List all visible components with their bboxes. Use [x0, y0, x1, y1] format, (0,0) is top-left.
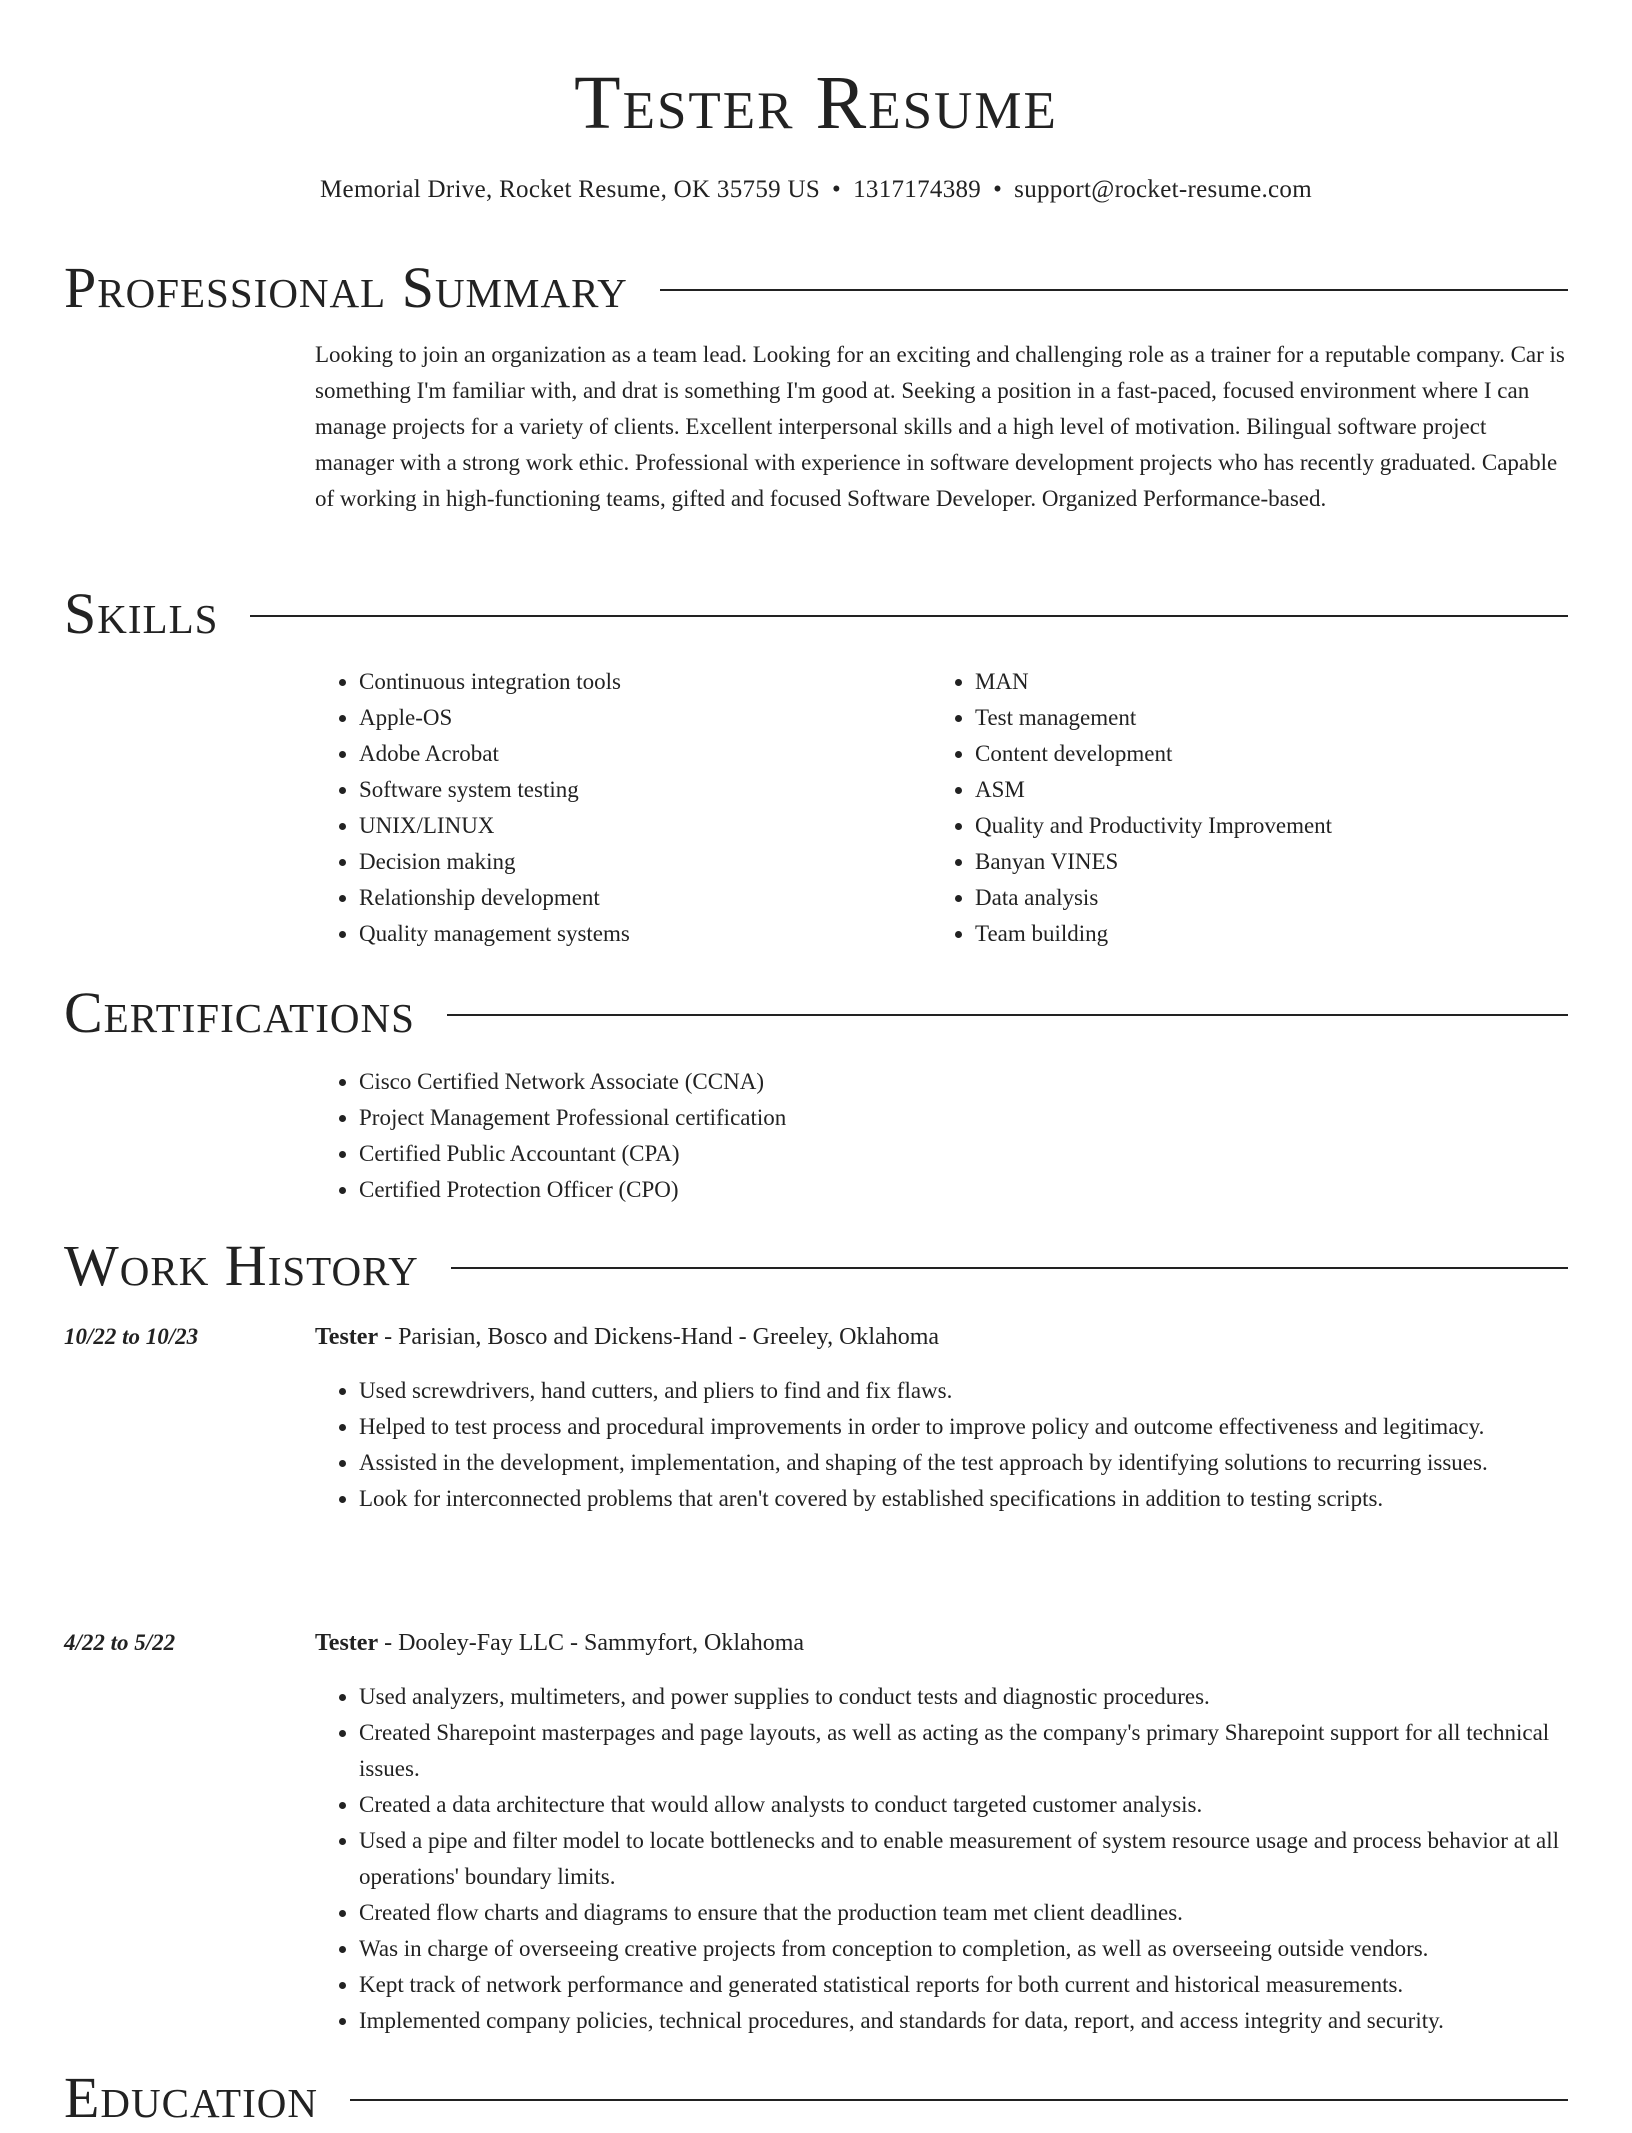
section-header-summary: [64, 253, 1568, 323]
skills-list-right: [931, 664, 1531, 952]
certification-item: • Certified Protection Officer (CPO): [359, 1172, 1571, 1208]
certification-item: • Certified Public Accountant (CPA): [359, 1136, 1571, 1172]
skill-item: • Decision making: [359, 844, 915, 880]
job-bullet: • Created a data architecture that would allow analysts to conduct targeted customer analysis.: [359, 1787, 1571, 1823]
job-company: - Dooley-Fay LLC - Sammyfort, Oklahoma: [378, 1630, 805, 1656]
job-title-line: [315, 1319, 939, 1355]
job-dates: 4/22 to 5/22: [64, 1630, 176, 1655]
contact-line: [0, 172, 1632, 208]
contact-phone: 1317174389: [853, 176, 982, 203]
skill-item: • Apple-OS: [359, 700, 915, 736]
contact-separator: •: [832, 176, 842, 203]
summary-text: Looking to join an organization as a team lead. Looking for an exciting and challenging role as a trainer for a reputable company. Car is something I'm familiar with, and drat is something I'm good at. Seeking a position in a fast-paced, focused environment where I can manage projects for a variety of clients. Excellent interpersonal skills and a high level of motivation. Bilingual software project manager with a strong work ethic. Professional with experience in software development projects who has recently graduated. Capable of working in high-functioning teams, gifted and focused Software Developer. Organized Performance-based.: [315, 342, 1565, 511]
certifications-list: [315, 1064, 1571, 1208]
section-title-summary: Professional Summary: [64, 255, 628, 320]
certification-item: • Cisco Certified Network Associate (CCNA): [359, 1064, 1571, 1100]
certification-item: • Project Management Professional certification: [359, 1100, 1571, 1136]
skill-item: • Quality and Productivity Improvement: [975, 808, 1531, 844]
job-bullets: [315, 1679, 1571, 2039]
job-bullet: • Helped to test process and procedural improvements in order to improve policy and outcome effectiveness and legitimacy.: [359, 1409, 1571, 1445]
job-bullet: • Used a pipe and filter model to locate bottlenecks and to enable measurement of system resource usage and process behavior at all operations' boundary limits.: [359, 1823, 1571, 1895]
section-header-certifications: [64, 978, 1568, 1048]
job-bullet: • Kept track of network performance and generated statistical reports for both current and historical measurements.: [359, 1967, 1571, 2003]
section-title-skills: Skills: [64, 581, 219, 646]
job-company: - Parisian, Bosco and Dickens-Hand - Greeley, Oklahoma: [378, 1324, 940, 1350]
section-divider: [447, 1014, 1568, 1016]
skill-item: • Banyan VINES: [975, 844, 1531, 880]
section-divider: [250, 615, 1568, 617]
job-bullet: • Assisted in the development, implementation, and shaping of the test approach by identifying solutions to recurring issues.: [359, 1445, 1571, 1481]
skill-item: • ASM: [975, 772, 1531, 808]
section-title-work-history: Work History: [64, 1233, 419, 1298]
job-bullets: [315, 1373, 1571, 1517]
job-bullet: • Used analyzers, multimeters, and power supplies to conduct tests and diagnostic procedures.: [359, 1679, 1571, 1715]
skill-item: • Team building: [975, 916, 1531, 952]
skill-item: • Continuous integration tools: [359, 664, 915, 700]
section-divider: [350, 2099, 1568, 2101]
section-title-education: Education: [64, 2065, 318, 2130]
job-bullet: • Look for interconnected problems that aren't covered by established specifications in addition to testing scripts.: [359, 1481, 1571, 1517]
section-divider: [451, 1267, 1568, 1269]
job-bullet: • Implemented company policies, technical procedures, and standards for data, report, and access integrity and security.: [359, 2003, 1571, 2039]
job-role: Tester: [315, 1630, 379, 1656]
section-header-education: [64, 2063, 1568, 2133]
skill-item: • MAN: [975, 664, 1531, 700]
skill-item: • UNIX/LINUX: [359, 808, 915, 844]
skills-list-left: [315, 664, 915, 952]
resume-name: Tester Resume: [574, 61, 1058, 145]
contact-address: Memorial Drive, Rocket Resume, OK 35759 US: [320, 176, 821, 203]
section-header-work-history: [64, 1231, 1568, 1301]
job-bullet: • Created flow charts and diagrams to ensure that the production team met client deadlines.: [359, 1895, 1571, 1931]
skill-item: • Quality management systems: [359, 916, 915, 952]
skill-item: • Data analysis: [975, 880, 1531, 916]
job-bullet: • Created Sharepoint masterpages and page layouts, as well as acting as the company's primary Sharepoint support for all technical issues.: [359, 1715, 1571, 1787]
skill-item: • Adobe Acrobat: [359, 736, 915, 772]
contact-separator: •: [993, 176, 1003, 203]
job-title-line: [315, 1625, 804, 1661]
job-bullet: • Was in charge of overseeing creative projects from conception to completion, as well as overseeing outside vendors.: [359, 1931, 1571, 1967]
skill-item: • Test management: [975, 700, 1531, 736]
section-header-skills: [64, 579, 1568, 649]
job-bullet: • Used screwdrivers, hand cutters, and pliers to find and fix flaws.: [359, 1373, 1571, 1409]
job-dates: 10/22 to 10/23: [64, 1324, 199, 1349]
skill-item: • Software system testing: [359, 772, 915, 808]
section-divider: [660, 289, 1568, 291]
skill-item: • Content development: [975, 736, 1531, 772]
contact-email: support@rocket-resume.com: [1014, 176, 1312, 203]
job-role: Tester: [315, 1324, 379, 1350]
section-title-certifications: Certifications: [64, 980, 415, 1045]
skill-item: • Relationship development: [359, 880, 915, 916]
